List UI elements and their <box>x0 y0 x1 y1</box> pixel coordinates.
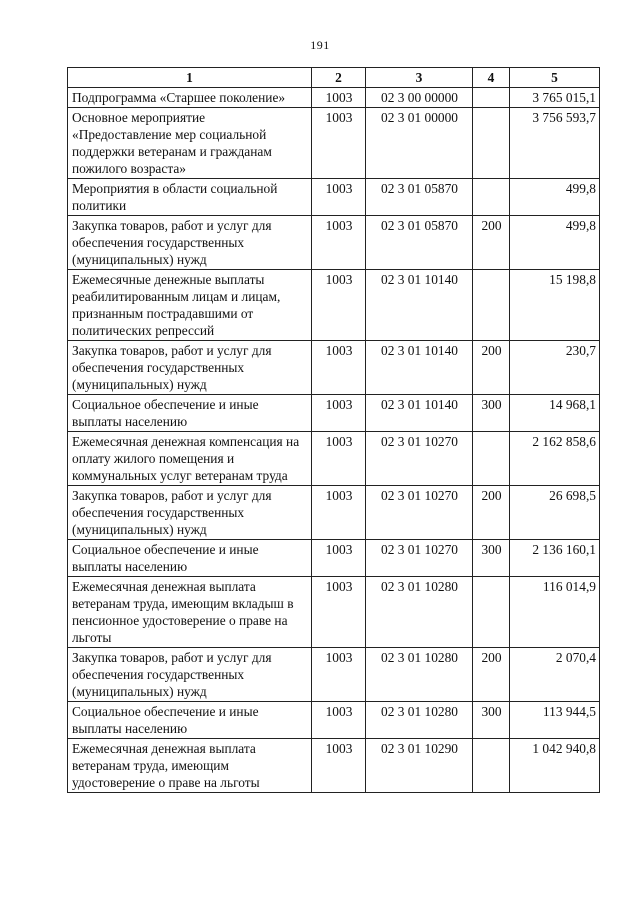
row-kind-cell: 200 <box>473 216 510 270</box>
row-section-cell: 1003 <box>312 648 366 702</box>
row-target-cell: 02 3 00 00000 <box>366 88 473 108</box>
table-row <box>68 648 600 702</box>
row-amount-cell: 3 756 593,7 <box>510 108 600 179</box>
row-section-cell: 1003 <box>312 216 366 270</box>
row-kind-cell <box>473 108 510 179</box>
row-amount-cell: 499,8 <box>510 179 600 216</box>
row-amount-cell: 15 198,8 <box>510 270 600 341</box>
row-section-cell: 1003 <box>312 540 366 577</box>
row-section-cell: 1003 <box>312 341 366 395</box>
row-amount-cell: 2 070,4 <box>510 648 600 702</box>
budget-table <box>67 67 600 793</box>
row-name-cell: Закупка товаров, работ и услуг для обеспечения государственных (муниципальных) нужд <box>68 341 312 395</box>
column-header-section: 2 <box>312 68 366 88</box>
row-amount-cell: 14 968,1 <box>510 395 600 432</box>
row-name-cell: Ежемесячная денежная выплата ветеранам труда, имеющим вкладыш в пенсионное удостоверение о праве на льготы <box>68 577 312 648</box>
row-section-cell: 1003 <box>312 486 366 540</box>
column-header-kind: 4 <box>473 68 510 88</box>
row-target-cell: 02 3 01 10140 <box>366 270 473 341</box>
row-amount-cell: 26 698,5 <box>510 486 600 540</box>
row-name-cell: Ежемесячные денежные выплаты реабилитированным лицам и лицам, признанным пострадавшими от политических репрессий <box>68 270 312 341</box>
row-kind-cell <box>473 432 510 486</box>
row-section-cell: 1003 <box>312 179 366 216</box>
row-target-cell: 02 3 01 00000 <box>366 108 473 179</box>
row-section-cell: 1003 <box>312 432 366 486</box>
row-target-cell: 02 3 01 05870 <box>366 179 473 216</box>
row-name-cell: Основное мероприятие «Предоставление мер социальной поддержки ветеранам и гражданам пожилого возраста» <box>68 108 312 179</box>
row-amount-cell: 230,7 <box>510 341 600 395</box>
row-kind-cell: 300 <box>473 395 510 432</box>
row-amount-cell: 2 162 858,6 <box>510 432 600 486</box>
column-header-target: 3 <box>366 68 473 88</box>
row-name-cell: Закупка товаров, работ и услуг для обеспечения государственных (муниципальных) нужд <box>68 486 312 540</box>
row-section-cell: 1003 <box>312 108 366 179</box>
row-amount-cell: 499,8 <box>510 216 600 270</box>
row-kind-cell <box>473 270 510 341</box>
row-name-cell: Ежемесячная денежная компенсация на оплату жилого помещения и коммунальных услуг ветеранам труда <box>68 432 312 486</box>
table-row <box>68 577 600 648</box>
row-name-cell: Закупка товаров, работ и услуг для обеспечения государственных (муниципальных) нужд <box>68 648 312 702</box>
table-row <box>68 702 600 739</box>
row-amount-cell: 1 042 940,8 <box>510 739 600 793</box>
row-kind-cell: 300 <box>473 702 510 739</box>
row-kind-cell <box>473 88 510 108</box>
row-section-cell: 1003 <box>312 702 366 739</box>
row-target-cell: 02 3 01 10140 <box>366 395 473 432</box>
row-kind-cell: 300 <box>473 540 510 577</box>
row-amount-cell: 116 014,9 <box>510 577 600 648</box>
row-kind-cell <box>473 179 510 216</box>
row-section-cell: 1003 <box>312 88 366 108</box>
row-target-cell: 02 3 01 10280 <box>366 702 473 739</box>
table-row <box>68 88 600 108</box>
table-row <box>68 739 600 793</box>
row-target-cell: 02 3 01 10270 <box>366 540 473 577</box>
row-kind-cell: 200 <box>473 648 510 702</box>
table-row <box>68 432 600 486</box>
table-row <box>68 341 600 395</box>
table-row <box>68 108 600 179</box>
page-number: 191 <box>310 38 330 52</box>
row-section-cell: 1003 <box>312 577 366 648</box>
row-name-cell: Подпрограмма «Старшее поколение» <box>68 88 312 108</box>
row-kind-cell <box>473 577 510 648</box>
row-name-cell: Социальное обеспечение и иные выплаты населению <box>68 395 312 432</box>
row-name-cell: Социальное обеспечение и иные выплаты населению <box>68 702 312 739</box>
row-section-cell: 1003 <box>312 395 366 432</box>
row-name-cell: Ежемесячная денежная выплата ветеранам труда, имеющим удостоверение о праве на льготы <box>68 739 312 793</box>
row-target-cell: 02 3 01 10270 <box>366 432 473 486</box>
column-header-name: 1 <box>68 68 312 88</box>
row-name-cell: Закупка товаров, работ и услуг для обеспечения государственных (муниципальных) нужд <box>68 216 312 270</box>
row-name-cell: Социальное обеспечение и иные выплаты населению <box>68 540 312 577</box>
row-amount-cell: 3 765 015,1 <box>510 88 600 108</box>
table-row <box>68 486 600 540</box>
row-name-cell: Мероприятия в области социальной политики <box>68 179 312 216</box>
row-section-cell: 1003 <box>312 739 366 793</box>
header-row <box>68 68 600 88</box>
row-amount-cell: 113 944,5 <box>510 702 600 739</box>
table-row <box>68 540 600 577</box>
row-target-cell: 02 3 01 10270 <box>366 486 473 540</box>
table-row <box>68 216 600 270</box>
column-header-amount: 5 <box>510 68 600 88</box>
row-kind-cell: 200 <box>473 486 510 540</box>
row-kind-cell <box>473 739 510 793</box>
table-row <box>68 179 600 216</box>
row-target-cell: 02 3 01 05870 <box>366 216 473 270</box>
row-amount-cell: 2 136 160,1 <box>510 540 600 577</box>
row-target-cell: 02 3 01 10280 <box>366 577 473 648</box>
table-row <box>68 270 600 341</box>
row-kind-cell: 200 <box>473 341 510 395</box>
table-row <box>68 395 600 432</box>
row-target-cell: 02 3 01 10140 <box>366 341 473 395</box>
row-section-cell: 1003 <box>312 270 366 341</box>
row-target-cell: 02 3 01 10280 <box>366 648 473 702</box>
row-target-cell: 02 3 01 10290 <box>366 739 473 793</box>
